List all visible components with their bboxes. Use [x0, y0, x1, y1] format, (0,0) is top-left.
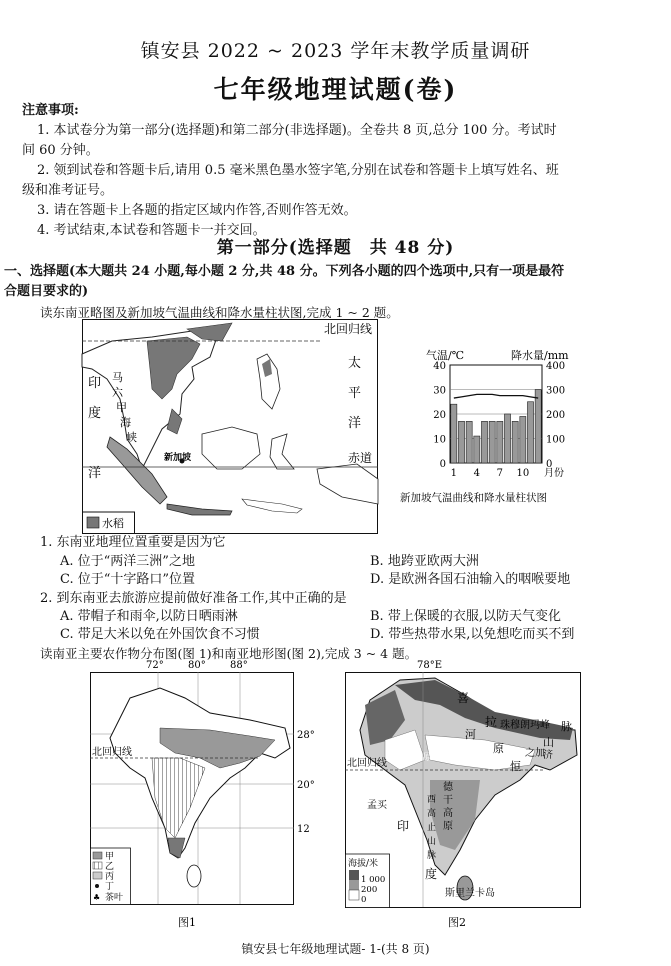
chart-caption: 新加坡气温曲线和降水量柱状图	[400, 492, 547, 504]
right-tick-label: 200	[546, 410, 566, 421]
precipitation-bar	[458, 421, 464, 463]
question-lead: 读南亚主要农作物分布图(图 1)和南亚地形图(图 2),完成 3 ~ 4 题。	[40, 646, 418, 661]
deccan-label: 德	[443, 782, 453, 793]
figure-caption: 图1	[178, 916, 196, 929]
legend-label: 乙	[105, 862, 115, 872]
question-2-option-d[interactable]: D. 带些热带水果,以免想吃而买不到	[370, 627, 575, 642]
sri-lanka	[187, 865, 201, 887]
month-axis-label: 月份	[544, 468, 564, 479]
notice-block	[22, 101, 654, 241]
question-2-option-c[interactable]: C. 带足大米以免在外国饮食不习惯	[60, 627, 260, 642]
temperature-line	[454, 394, 538, 398]
part1-title: 第一部分(选择题 共 48 分)	[216, 238, 455, 258]
precipitation-bar	[481, 421, 487, 463]
notice-heading: 注意事项:	[22, 103, 79, 118]
rice-legend-swatch	[87, 517, 99, 528]
everest-label: 珠穆朗玛峰	[500, 720, 550, 731]
ghats-label: 高	[427, 809, 437, 819]
month-tick-label: 1	[450, 468, 458, 479]
exam-title: 七年级地理试题(卷)	[213, 75, 458, 104]
ganges-label: 原	[493, 742, 504, 755]
tropic-label: 北回归线	[324, 322, 373, 336]
legend-swatch-high	[349, 870, 359, 880]
left-tick-label: 10	[433, 434, 446, 446]
left-tick-label: 20	[433, 410, 446, 421]
ghats-label: 西	[427, 795, 437, 805]
left-tick-label: 30	[433, 385, 446, 397]
terrain-map	[345, 660, 585, 936]
precipitation-bar	[535, 390, 541, 464]
legend-label: 0	[361, 895, 367, 905]
notice-line: 4. 考试结束,本试卷和答题卡一并交回。	[37, 223, 266, 238]
indus-plain-label: 印度河平原	[387, 753, 433, 763]
strait-label: 海	[120, 416, 131, 429]
longitude-label: 78°E	[417, 660, 443, 671]
notice-line: 2. 领到试卷和答题卡后,请用 0.5 毫米黑色墨水签字笔,分别在试卷和答题卡上填写姓名、班	[37, 163, 559, 178]
deccan-label: 高	[443, 808, 453, 819]
notice-line: 1. 本试卷分为第一部分(选择题)和第二部分(非选择题)。全卷共 8 页,总分 100 分。考试时	[37, 123, 557, 138]
figure-caption: 图2	[448, 916, 466, 929]
legend-swatch-bing	[93, 872, 102, 879]
notice-line: 间 60 分钟。	[22, 143, 99, 158]
notice-line: 3. 请在答题卡上各题的指定区域内作答,否则作答无效。	[37, 203, 357, 218]
himalaya-label: 喜	[457, 691, 470, 705]
legend-label: 丙	[105, 872, 115, 882]
longitude-label: 72°	[146, 660, 164, 671]
left-tick-label: 0	[439, 459, 446, 470]
pacific-label: 平	[348, 386, 362, 401]
latitude-label: 20°	[297, 780, 315, 791]
indian-ocean-label: 度	[88, 406, 102, 421]
notice-line: 级和准考证号。	[22, 183, 114, 198]
strait-label: 甲	[116, 401, 127, 414]
equator-label: 赤道	[348, 451, 373, 465]
indian-ocean-label: 印	[88, 376, 102, 391]
latitude-label: 28°	[297, 730, 315, 741]
himalaya-label: 山	[543, 736, 554, 749]
legend-label: 1 000	[361, 875, 386, 885]
right-tick-label: 0	[546, 459, 553, 470]
ghats-label: 脉	[427, 851, 437, 861]
crop-distribution-map	[90, 658, 315, 936]
precipitation-bar	[520, 416, 526, 463]
question-2-option-b[interactable]: B. 带上保暖的衣服,以防天气变化	[370, 609, 561, 624]
ganges-label: 恒	[510, 760, 521, 773]
instruction-line: 合题目要求的)	[4, 284, 89, 299]
question-2-option-a[interactable]: A. 带帽子和雨伞,以防日晒雨淋	[60, 609, 238, 624]
instruction-line: 一、选择题(本大题共 24 小题,每小题 2 分,共 48 分。下列各小题的四个选项中,只有一项是最符	[4, 264, 565, 279]
tea-symbol: ♣	[93, 893, 101, 902]
legend-symbol-ding	[95, 884, 99, 888]
ghats-label: 止	[427, 823, 437, 833]
question-1-option-d[interactable]: D. 是欧洲各国石油输入的咽喉要地	[370, 572, 571, 587]
indian-ocean-label: 洋	[88, 466, 102, 481]
precipitation-bar	[489, 421, 495, 463]
exam-header: 镇安县 2022 ~ 2023 学年末教学质量调研	[140, 40, 531, 62]
legend-label: 茶叶	[105, 893, 124, 903]
himalaya-label: 脉	[561, 720, 572, 733]
left-tick-label: 40	[433, 361, 446, 372]
question-1-option-c[interactable]: C. 位于“十字路口”位置	[60, 572, 196, 587]
legend-label: 200	[361, 885, 378, 895]
legend-swatch-yi	[93, 862, 102, 869]
deccan-label: 原	[443, 821, 453, 832]
singapore-label: 新加坡	[164, 453, 192, 463]
strait-label: 峡	[126, 431, 137, 444]
precipitation-bar	[512, 421, 518, 463]
elevation-legend-title: 海拔/米	[348, 859, 379, 869]
rice-legend-label: 水稻	[102, 517, 124, 530]
month-tick-label: 4	[473, 468, 481, 479]
legend-label: 甲	[105, 852, 115, 862]
longitude-label: 88°	[230, 660, 248, 671]
pacific-label: 太	[348, 356, 362, 371]
ganges-label: 河	[465, 728, 476, 741]
bangladesh-label: 济	[543, 750, 553, 761]
latitude-label: 12	[297, 824, 310, 835]
right-tick-label: 100	[546, 434, 566, 446]
month-tick-label: 7	[496, 468, 504, 479]
singapore-climate-chart	[398, 345, 598, 505]
strait-label: 六	[112, 386, 123, 399]
right-tick-label: 400	[546, 361, 566, 372]
tropic-label: 北回归线	[347, 758, 387, 769]
precipitation-bar	[466, 421, 472, 463]
tropic-label: 北回归线	[92, 747, 132, 758]
question-2-stem: 2. 到东南亚去旅游应提前做好准备工作,其中正确的是	[40, 591, 347, 606]
temperature-axis-label: 气温/℃	[426, 349, 465, 362]
himalaya-label: 拉	[485, 715, 498, 729]
question-1-option-a[interactable]: A. 位于“两洋三洲”之地	[60, 554, 195, 569]
precipitation-bar	[474, 436, 480, 463]
longitude-label: 80°	[188, 660, 206, 671]
part1-instructions	[4, 262, 654, 302]
pacific-label: 洋	[348, 416, 362, 431]
legend-label: 丁	[105, 882, 115, 892]
legend-swatch-mid	[349, 880, 359, 890]
sri-lanka-label: 斯里兰卡岛	[445, 888, 495, 899]
legend-swatch-low	[349, 890, 359, 900]
question-lead: 读东南亚略图及新加坡气温曲线和降水量柱状图,完成 1 ~ 2 题。	[40, 305, 399, 320]
strait-label: 马	[112, 371, 123, 384]
mumbai-label: 孟买	[367, 800, 387, 811]
precipitation-axis-label: 降水量/mm	[511, 349, 569, 362]
ghats-label: 山	[427, 837, 437, 847]
precipitation-bar	[504, 414, 510, 463]
precipitation-bar	[451, 404, 457, 463]
precipitation-bar	[497, 421, 503, 463]
question-1-stem: 1. 东南亚地理位置重要是因为它	[40, 535, 226, 550]
bangladesh-label: 之加	[525, 748, 545, 759]
page-footer: 镇安县七年级地理试题- 1-(共 8 页)	[241, 942, 430, 956]
indian-ocean-label: 度	[425, 867, 438, 881]
deccan-label: 干	[443, 795, 453, 806]
precipitation-bar	[527, 402, 533, 463]
month-tick-label: 10	[516, 468, 530, 479]
question-1-option-b[interactable]: B. 地跨亚欧两大洲	[370, 554, 479, 569]
southeast-asia-map	[82, 319, 378, 534]
indian-ocean-label: 印	[397, 819, 410, 833]
legend-swatch-jia	[93, 852, 102, 859]
right-tick-label: 300	[546, 385, 566, 397]
